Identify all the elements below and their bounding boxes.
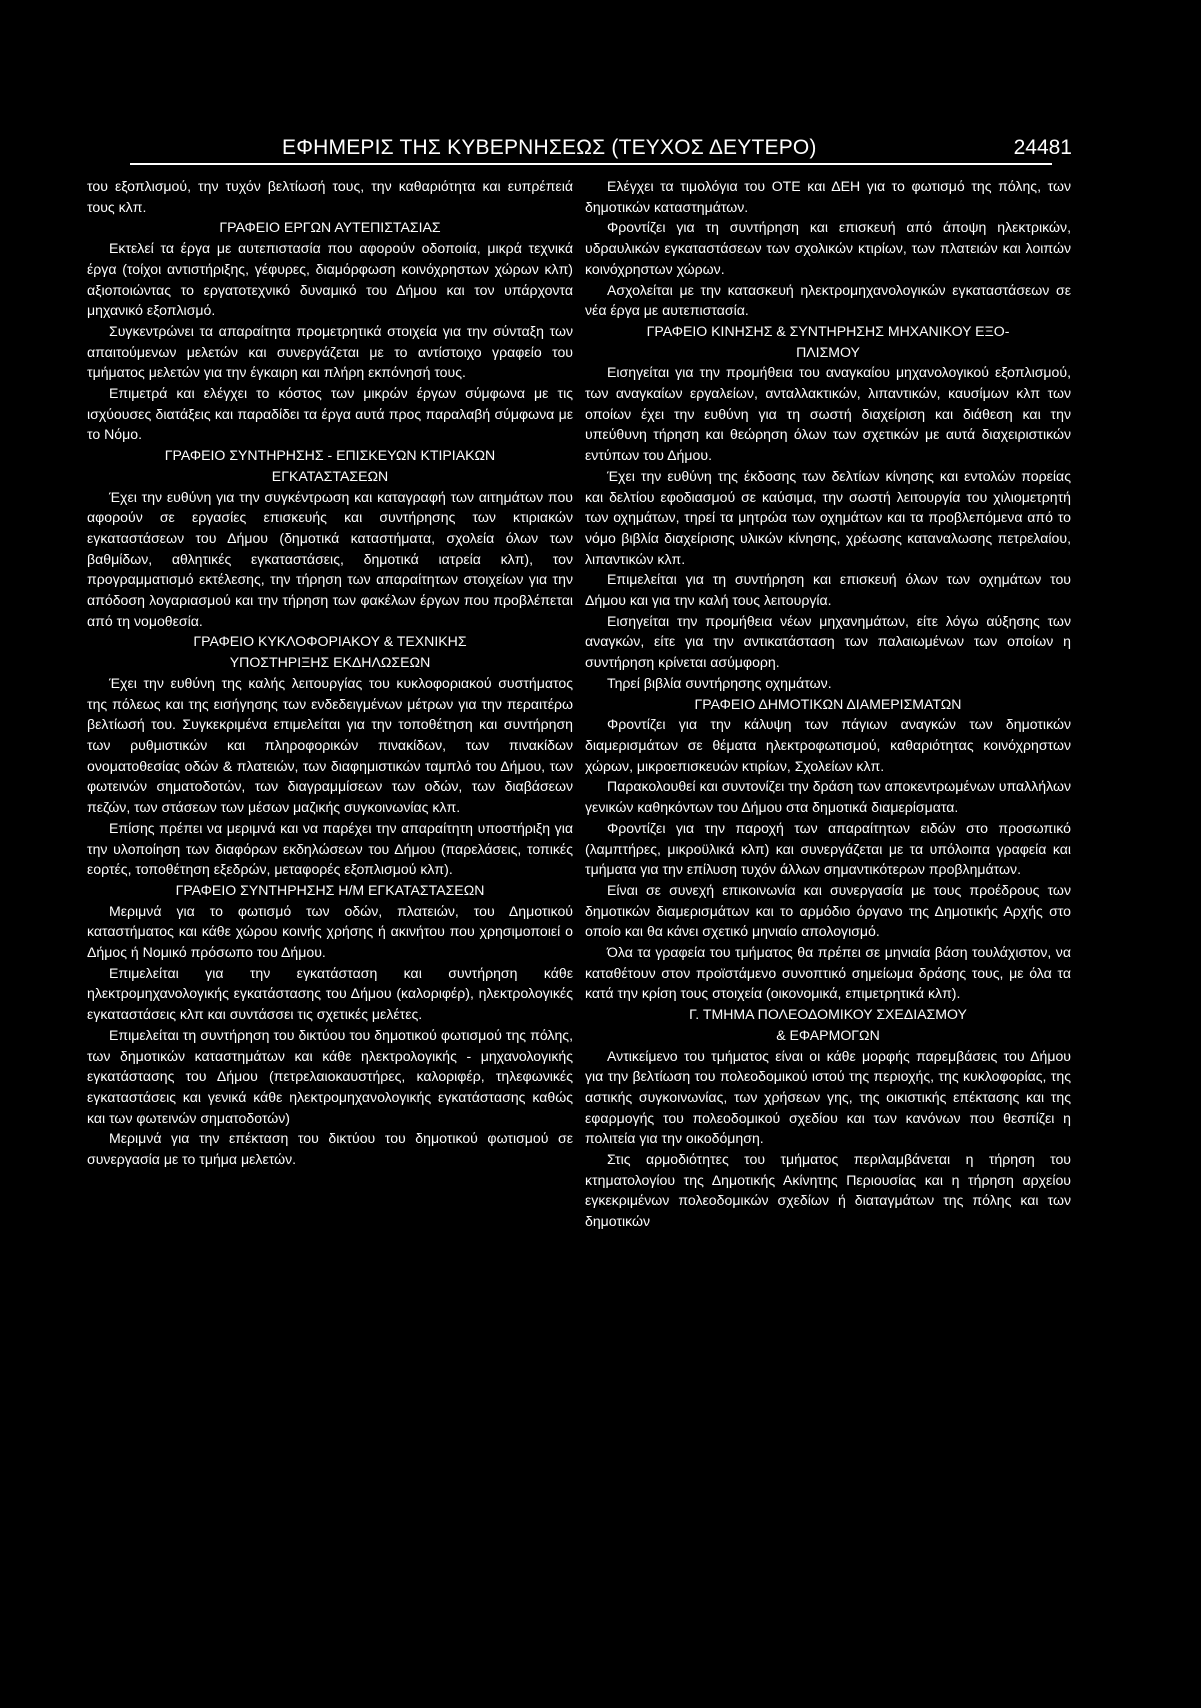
section-heading: ΓΡΑΦΕΙΟ ΕΡΓΩΝ ΑΥΤΕΠΙΣΤΑΣΙΑΣ	[219, 219, 441, 236]
paragraph: Τηρεί βιβλία συντήρησης οχημάτων.	[607, 674, 832, 691]
paragraph: Αντικείμενο του τμήματος είναι οι κάθε μορφής παρεμβάσεις του Δήμου για την βελτίωση του πολεοδομικού ιστού της περιοχής, της κυκλοφορίας, της αστικής συγκοινωνίας, των χρήσεων γης, της οικιστικής επέκτασης και της εφαρμογής του πολεοδομικού σχεδίου και των κανόνων που θεσπίζει η πολιτεία για την οικοδόμηση.	[585, 1047, 1071, 1147]
header-rule	[130, 163, 1052, 165]
paragraph: Συγκεντρώνει τα απαραίτητα προμετρητικά στοιχεία για την σύνταξη των απαιτούμενων μελετών και συνεργάζεται με το αντίστοιχο γραφείο του τμήματος μελετών για την έγκαιρη και πλήρη εκπόνησή τους.	[87, 322, 573, 381]
paragraph: Εισηγείται για την προμήθεια του αναγκαίου μηχανολογικού εξοπλισμού, των αναγκαίων εργαλείων, ανταλλακτικών, λιπαντικών, καυσίμων κλπ των οποίων έχει την ευθύνη για τη σωστή διαχείριση και διάθεση και την υπεύθυνη τήρηση και θεώρηση όλων των σχετικών με αυτά διαχειριστικών εντύπων του Δήμου.	[585, 364, 1071, 464]
gazette-title: ΕΦΗΜΕΡΙΣ ΤΗΣ ΚΥΒΕΡΝΗΣΕΩΣ (ΤΕΥΧΟΣ ΔΕΥΤΕΡΟ)	[282, 136, 817, 159]
paragraph: Έχει την ευθύνη της καλής λειτουργίας του κυκλοφοριακού συστήματος της πόλεως και της εισήγησης των ενδεδειγμένων μέτρων για την περαιτέρω βελτίωσή του. Συγκεκριμένα επιμελείται για την τοποθέτηση και συντήρηση των ρυθμιστικών και πληροφορικών πινακίδων, των πινακίδων ονοματοθεσίας οδών & πλατειών, των διαφημιστικών ταμπλό του Δήμου, των φωτεινών σηματοδοτών, των διαγραμμίσεων των οδών, των διαβάσεων πεζών, των στάσεων των μέσων μαζικής συγκοινωνίας κλπ.	[87, 674, 573, 816]
paragraph: Μεριμνά για το φωτισμό των οδών, πλατειών, του Δημοτικού καταστήματος και κάθε χώρου κοινής χρήσης ή ακινήτου που χρησιμοποιεί ο Δήμος ή Νομικό πρόσωπο του Δήμου.	[87, 902, 573, 961]
paragraph: Φροντίζει για την κάλυψη των πάγιων αναγκών των δημοτικών διαμερισμάτων σε θέματα ηλεκτροφωτισμού, καθαριότητας κοινόχρηστων χώρων, μικροεπισκευών κτιρίων, Σχολείων κλπ.	[585, 716, 1071, 774]
paragraph: Μεριμνά για την επέκταση του δικτύου του δημοτικού φωτισμού σε συνεργασία με το τμήμα μελετών.	[87, 1130, 573, 1168]
paragraph: Φροντίζει για τη συντήρηση και επισκευή από άποψη ηλεκτρικών, υδραυλικών εγκαταστάσεων των σχολικών κτιρίων, των πλατειών και λοιπών κοινόχρηστων χώρων.	[585, 219, 1071, 277]
paragraph: Επιμελείται τη συντήρηση του δικτύου του δημοτικού φωτισμού της πόλης, των δημοτικών καταστημάτων και κάθε ηλεκτρολογικής - μηχανολογικής εγκατάστασης του Δήμου (πετρελαιοκαυστήρες, καλοριφέρ, τηλεφωνικές εγκαταστάσεις και γενικά κάθε ηλεκτρομηχανολογικής εγκατάστασης καθώς και των φωτεινών σηματοδοτών)	[87, 1026, 573, 1126]
paragraph: Έχει την ευθύνη για την συγκέντρωση και καταγραφή των αιτημάτων που αφορούν σε εργασίες επισκευής και συντήρησης των κτιριακών εγκαταστάσεων του Δήμου (δημοτικά καταστήματα, σχολεία όλων των βαθμίδων, αθλητικές εγκαταστάσεις, δημοτικά ιατρεία κλπ), τον προγραμματισμό εκτέλεσης, την τήρηση των απαραίτητων στοιχείων για την απόδοση λογαριασμού και την τήρηση των φακέλων έργων που προβλέπεται από τη νομοθεσία.	[87, 488, 573, 629]
section-heading-continued: & ΕΦΑΡΜΟΓΩΝ	[776, 1026, 880, 1043]
paragraph: Είναι σε συνεχή επικοινωνία και συνεργασία με τους προέδρους των δημοτικών διαμερισμάτων και το αρμόδιο όργανο της Δημοτικής Αρχής στο οποίο και θα κάνει σχετικό μηνιαίο απολογισμό.	[585, 881, 1071, 940]
section-heading: ΓΡΑΦΕΙΟ ΣΥΝΤΗΡΗΣΗΣ - ΕΠΙΣΚΕΥΩΝ ΚΤΙΡΙΑΚΩΝ	[164, 447, 496, 464]
paragraph: Επιμελείται για τη συντήρηση και επισκευή όλων των οχημάτων του Δήμου και για την καλή τους λειτουργία.	[585, 571, 1071, 609]
section-heading: ΓΡΑΦΕΙΟ ΚΙΝΗΣΗΣ & ΣΥΝΤΗΡΗΣΗΣ ΜΗΧΑΝΙΚΟΥ ΕΞΟ-	[646, 322, 1010, 339]
paragraph: Στις αρμοδιότητες του τμήματος περιλαμβάνεται η τήρηση του κτηματολογίου της Δημοτικής Ακίνητης Περιουσίας και η τήρηση αρχείου εγκεκριμένων πολεοδομικών σχεδίων ή διαταγμάτων της πόλης και των δημοτικών	[585, 1151, 1071, 1230]
paragraph: Όλα τα γραφεία του τμήματος θα πρέπει σε μηνιαία βάση τουλάχιστον, να καταθέτουν στον προϊστάμενο συνοπτικό σημείωμα δράσης τους, με όλα τα κατά την κρίση τους στοιχεία (οικονομικά, επιμετρητικά κλπ).	[585, 944, 1071, 1002]
section-heading-continued: ΠΛΙΣΜΟΥ	[796, 343, 860, 360]
right-column	[585, 176, 1071, 1232]
paragraph: Επιμελείται για την εγκατάσταση και συντήρηση κάθε ηλεκτρομηχανολογικής εγκατάστασης του Δήμου (καλοριφέρ), ηλεκτρολογικές εγκαταστάσεις κλπ και συντάσσει τις σχετικές μελέτες.	[87, 964, 573, 1023]
section-heading: ΓΡΑΦΕΙΟ ΚΥΚΛΟΦΟΡΙΑΚΟΥ & ΤΕΧΝΙΚΗΣ	[193, 633, 467, 650]
paragraph: Έχει την ευθύνη της έκδοσης των δελτίων κίνησης και εντολών πορείας και δελτίου εφοδιασμού σε καύσιμα, την σωστή λειτουργία του χιλιομετρητή των οχημάτων, τηρεί τα μητρώα των οχημάτων και τα προβλεπόμενα από το νόμο βιβλία διαχείρισης υλικών κίνησης, χρέωσης καταναλωσης πετρελαίου, λιπαντικών κλπ.	[585, 467, 1071, 567]
page-number: 24481	[1013, 136, 1072, 159]
section-heading: Γ. ΤΜΗΜΑ ΠΟΛΕΟΔΟΜΙΚΟΥ ΣΧΕΔΙΑΣΜΟΥ	[689, 1006, 967, 1023]
paragraph: Φροντίζει για την παροχή των απαραίτητων ειδών στο προσωπικό (λαμπτήρες, μικροϋλικά κλπ) και συνεργάζεται με τα υπόλοιπα γραφεία και τμήματα για την επίλυση τυχόν άλλων σημαντικότερων προβλημάτων.	[585, 819, 1071, 878]
section-heading-continued: ΕΓΚΑΤΑΣΤΑΣΕΩΝ	[271, 467, 389, 484]
left-column	[87, 176, 573, 1170]
paragraph: Ελέγχει τα τιμολόγια του ΟΤΕ και ΔΕΗ για το φωτισμό της πόλης, των δημοτικών καταστημάτων.	[585, 178, 1071, 215]
paragraph: Επιμετρά και ελέγχει το κόστος των μικρών έργων σύμφωνα με τις ισχύουσες διατάξεις και παραδίδει τα έργα αυτά προς παραλαβή σύμφωνα με το Νόμο.	[87, 385, 573, 443]
section-heading: ΓΡΑΦΕΙΟ ΔΗΜΟΤΙΚΩΝ ΔΙΑΜΕΡΙΣΜΑΤΩΝ	[694, 695, 962, 712]
section-heading-continued: ΥΠΟΣΤΗΡΙΞΗΣ ΕΚΔΗΛΩΣΕΩΝ	[229, 654, 431, 671]
paragraph: Εισηγείται την προμήθεια νέων μηχανημάτων, είτε λόγω αύξησης των αναγκών, είτε για την αντικατάσταση των παλαιωμένων των οποίων η συντήρηση κρίνεται ασύμφορη.	[585, 612, 1071, 671]
paragraph: Ασχολείται με την κατασκευή ηλεκτρομηχανολογικών εγκαταστάσεων σε νέα έργα με αυτεπιστασία.	[585, 281, 1071, 319]
paragraph: Επίσης πρέπει να μεριμνά και να παρέχει την απαραίτητη υποστήριξη για την υλοποίηση των διαφόρων εκδηλώσεων του Δήμου (παρελάσεις, τοπικές εορτές, τοποθέτηση εξεδρών, μεταφορές εξοπλισμού κλπ).	[87, 819, 573, 878]
paragraph: Παρακολουθεί και συντονίζει την δράση των αποκεντρωμένων υπαλλήλων γενικών καθηκόντων του Δήμου στα δημοτικά διαμερίσματα.	[585, 778, 1071, 816]
paragraph: Εκτελεί τα έργα με αυτεπιστασία που αφορούν οδοποιία, μικρά τεχνικά έργα (τοίχοι αντιστήριξης, γέφυρες, διαμόρφωση κοινόχρηστων χώρων κλπ) αξιοποιώντας το εργατοτεχνικό δυναμικό του Δήμου και τον υπάρχοντα μηχανικό εξοπλισμό.	[87, 240, 573, 319]
paragraph: του εξοπλισμού, την τυχόν βελτίωσή τους, την καθαριότητα και ευπρέπειά τους κλπ.	[87, 178, 573, 215]
section-heading: ΓΡΑΦΕΙΟ ΣΥΝΤΗΡΗΣΗΣ Η/Μ ΕΓΚΑΤΑΣΤΑΣΕΩΝ	[175, 881, 485, 898]
